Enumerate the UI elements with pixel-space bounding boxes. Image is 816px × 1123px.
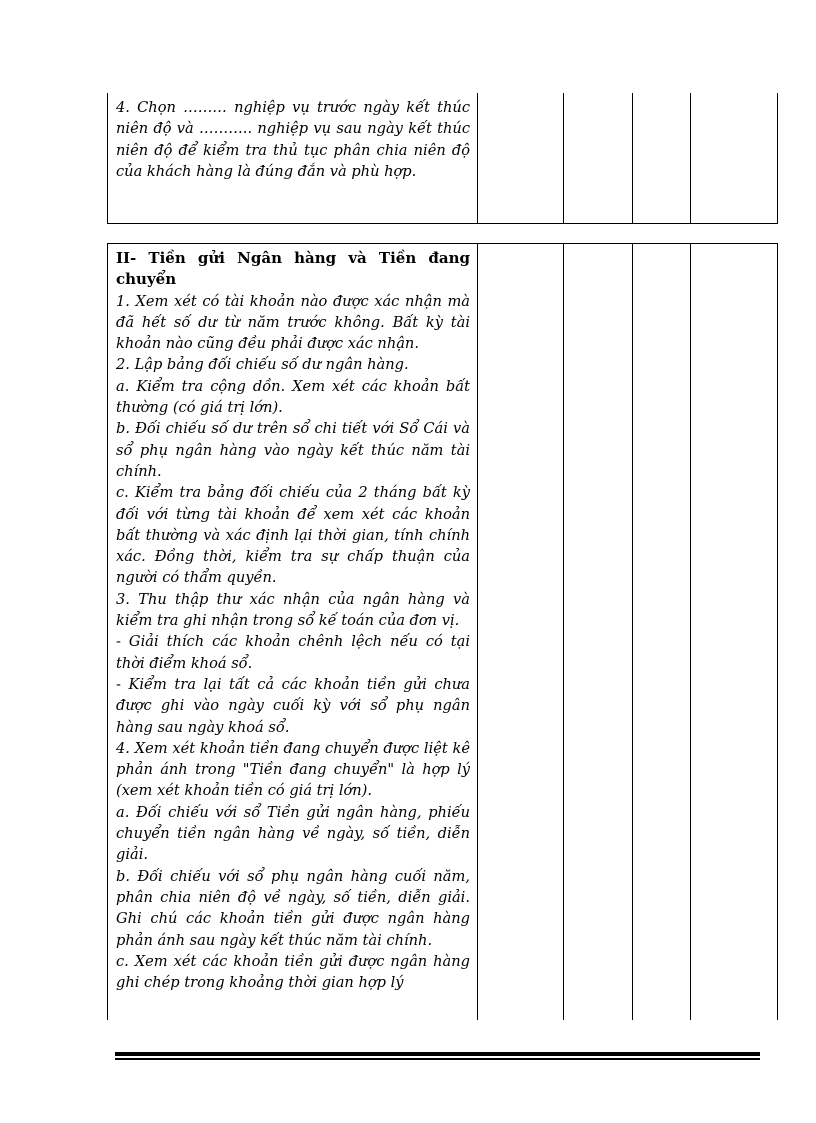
procedure-line: 1. Xem xét có tài khoản nào được xác nhận mà đã hết số dư từ năm trước không. Bất kỳ tài khoản nào cũng đều phải được xác nhận.: [116, 292, 470, 353]
empty-cell: [563, 93, 632, 223]
empty-cell: [632, 93, 690, 223]
procedure-line: - Kiểm tra lại tất cả các khoản tiền gửi chưa được ghi vào ngày cuối kỳ với sổ phụ ngân hàng sau ngày khoá sổ.: [116, 675, 470, 736]
empty-cell: [690, 93, 778, 223]
procedure-line: 3. Thu thập thư xác nhận của ngân hàng và kiểm tra ghi nhận trong sổ kế toán của đơn vị.: [116, 590, 470, 630]
empty-cell: [563, 244, 632, 1020]
empty-cell: [477, 93, 563, 223]
procedure-line: 4. Xem xét khoản tiền đang chuyển được liệt kê phản ánh trong "Tiền đang chuyển" là hợp lý (xem xét khoản tiền có giá trị lớn).: [116, 739, 470, 800]
footer-rule: [115, 1052, 760, 1056]
footer-rule-thin: [115, 1058, 760, 1060]
procedure-text: [108, 244, 477, 993]
procedure-line: 2. Lập bảng đối chiếu số dư ngân hàng.: [116, 356, 409, 374]
table-fragment-bank-deposits: [107, 243, 778, 1020]
procedure-line: b. Đối chiếu với sổ phụ ngân hàng cuối năm, phân chia niên độ về ngày, số tiền, diễn giải. Ghi chú các khoản tiền gửi được ngân hàng phản ánh sau ngày kết thúc năm tài chính.: [116, 867, 470, 949]
procedure-line: - Giải thích các khoản chênh lệch nếu có tại thời điểm khoá sổ.: [116, 633, 470, 672]
procedure-line: a. Đối chiếu với sổ Tiền gửi ngân hàng, phiếu chuyển tiền ngân hàng về ngày, số tiền, diễn giải.: [116, 803, 470, 864]
procedure-cell: [107, 93, 477, 223]
empty-cell: [632, 244, 690, 1020]
procedure-line: c. Kiểm tra bảng đối chiếu của 2 tháng bất kỳ đối với từng tài khoản để xem xét các khoản bất thường và xác định lại thời gian, tính chính xác. Đồng thời, kiểm tra sự chấp thuận của người có thẩm quyền.: [116, 484, 470, 587]
empty-cell: [690, 244, 778, 1020]
table-fragment-top: [107, 93, 778, 224]
section-heading: II- Tiền gửi Ngân hàng và Tiền đang chuyển: [116, 249, 470, 289]
procedure-line: a. Kiểm tra cộng dồn. Xem xét các khoản bất thường (có giá trị lớn).: [116, 377, 470, 417]
procedure-line: c. Xem xét các khoản tiền gửi được ngân hàng ghi chép trong khoảng thời gian hợp lý: [116, 952, 470, 992]
procedure-cell: [107, 244, 477, 1020]
procedure-item-4: 4. Chọn ……… nghiệp vụ trước ngày kết thúc niên độ và ……….. nghiệp vụ sau ngày kết thúc niên độ để kiểm tra thủ tục phân chia niên độ của khách hàng là đúng đắn và phù hợp.: [116, 99, 470, 180]
empty-cell: [477, 244, 563, 1020]
procedure-line: b. Đối chiếu số dư trên sổ chi tiết với Sổ Cái và sổ phụ ngân hàng vào ngày kết thúc năm tài chính.: [116, 420, 470, 480]
